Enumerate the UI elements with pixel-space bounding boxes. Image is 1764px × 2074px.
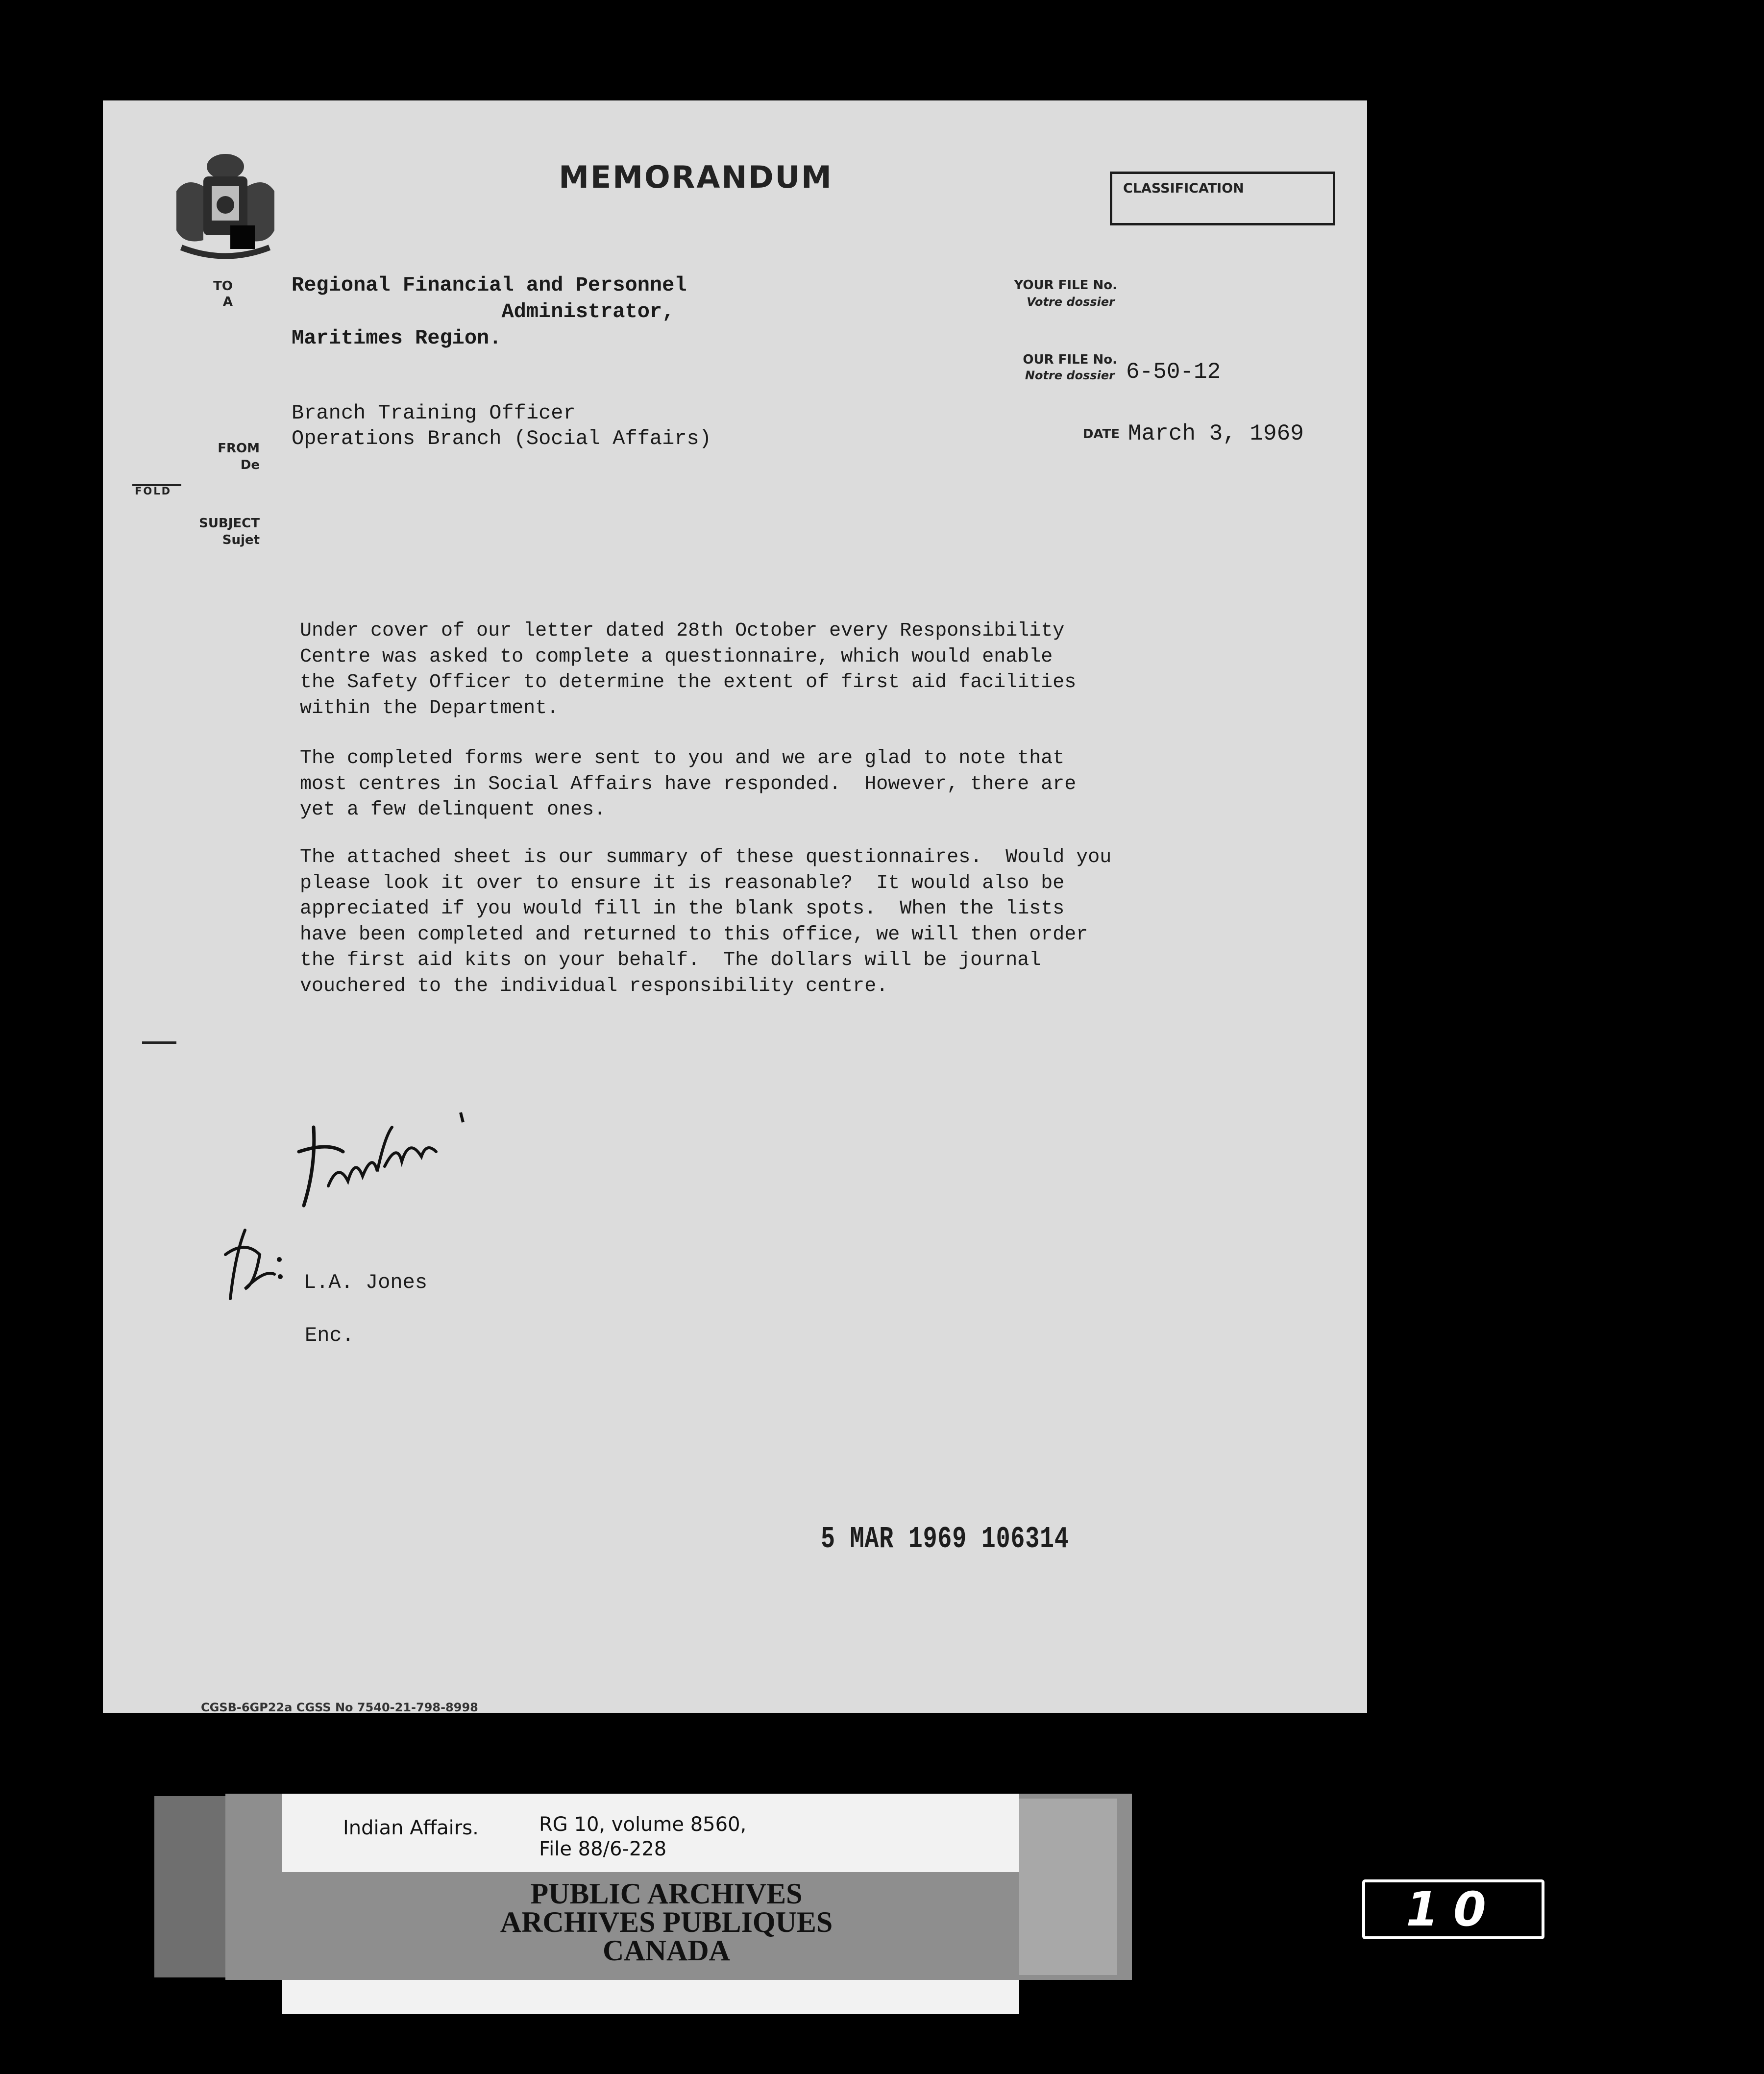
to-line-2: Administrator,	[292, 300, 675, 323]
archive-card-bottom	[282, 1980, 1019, 2014]
memo-title: MEMORANDUM	[559, 159, 833, 195]
archive-reference-2: File 88/6-228	[539, 1838, 667, 1860]
from-line-2: Operations Branch (Social Affairs)	[292, 427, 711, 450]
our-file-value: 6-50-12	[1126, 359, 1221, 385]
signer-name: L.A. Jones	[304, 1271, 428, 1294]
body-paragraph-1: Under cover of our letter dated 28th October every Responsibility Centre was asked to complete a questionnaire, which would enable the Safety Officer to determine the extent of first aid facilities within the Department.	[300, 620, 1077, 719]
body-paragraph-2: The completed forms were sent to you and we are glad to note that most centres in Social Affairs have responded. However, there are yet a few delinquent ones.	[300, 747, 1077, 821]
our-file-label: OUR FILE No.	[1023, 352, 1117, 367]
archive-label-country: CANADA	[603, 1934, 730, 1967]
subject-label-fr: Sujet	[222, 533, 260, 547]
date-label: DATE	[1082, 427, 1120, 442]
our-file-label-fr: Notre dossier	[1025, 369, 1115, 382]
archive-source: Indian Affairs.	[343, 1817, 479, 1839]
strip-edge-right	[1019, 1799, 1117, 1975]
from-line-1: Branch Training Officer	[292, 401, 576, 425]
to-line-1: Regional Financial and Personnel	[292, 273, 687, 297]
archive-label-en: PUBLIC ARCHIVES	[530, 1877, 803, 1910]
to-label-fr: A	[222, 295, 233, 309]
frame-number: 10	[1406, 1882, 1501, 1937]
to-label: TO	[213, 279, 233, 294]
enclosure-note: Enc.	[305, 1324, 354, 1347]
from-label-fr: De	[240, 458, 260, 472]
date-value: March 3, 1969	[1128, 421, 1304, 446]
your-file-label: YOUR FILE No.	[1014, 278, 1117, 293]
fold-label: FOLD	[135, 485, 172, 497]
archive-label-fr: ARCHIVES PUBLIQUES	[500, 1906, 833, 1938]
form-code: CGSB-6GP22a CGSS No 7540-21-798-8998	[201, 1701, 478, 1714]
archive-reference-1: RG 10, volume 8560,	[539, 1813, 747, 1836]
margin-dash	[142, 1041, 176, 1044]
frame-number-box	[1362, 1879, 1544, 1939]
body-paragraph-3: The attached sheet is our summary of these questionnaires. Would you please look it over to ensure it is reasonable? It would also be appreciated if you would fill in the blank spots. When the lists have been completed and returned to this office, we will then order the first aid kits on your behalf. The dollars will be journal vouchered to the individual responsibility centre.	[300, 846, 1112, 997]
subject-label: SUBJECT	[199, 516, 260, 531]
classification-box	[1110, 172, 1335, 225]
received-stamp: 5 MAR 1969 106314	[821, 1522, 1069, 1556]
strip-edge	[154, 1796, 233, 1977]
classification-label: CLASSIFICATION	[1123, 181, 1244, 196]
from-label: FROM	[218, 441, 260, 456]
to-line-3: Maritimes Region.	[292, 326, 502, 350]
your-file-label-fr: Votre dossier	[1027, 295, 1115, 309]
